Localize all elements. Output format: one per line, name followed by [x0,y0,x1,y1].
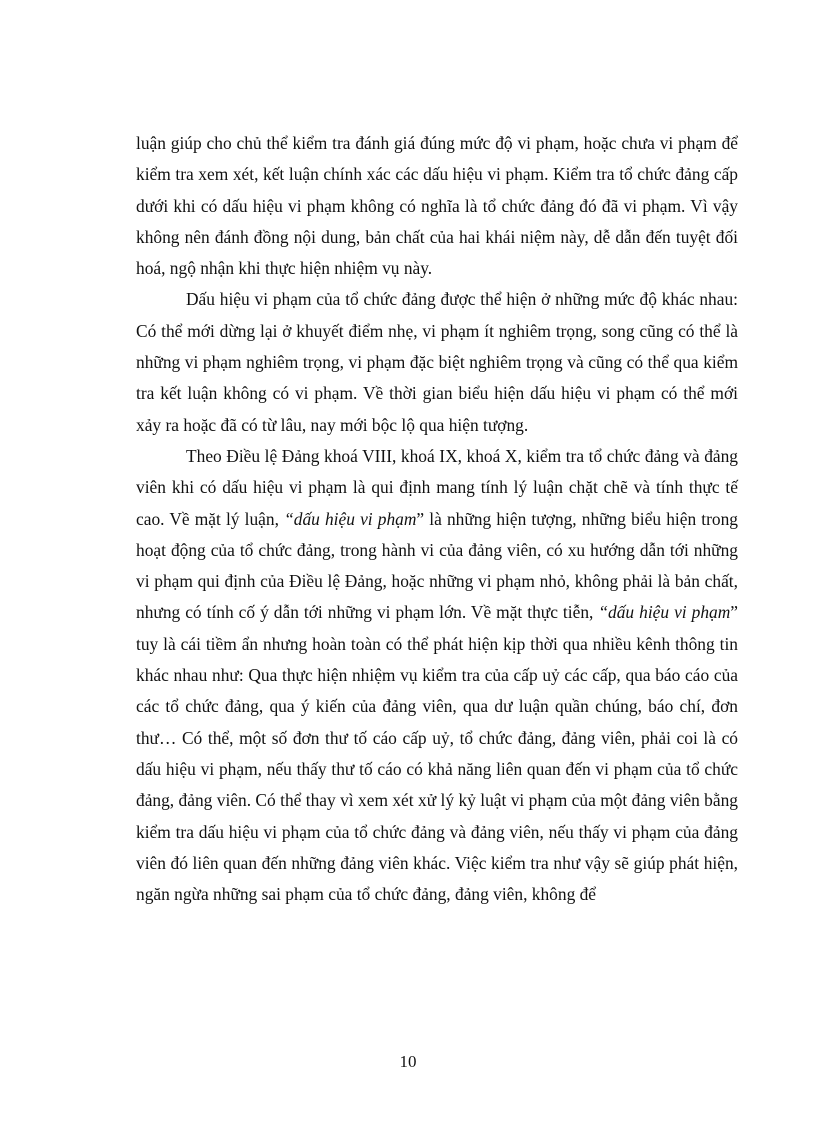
paragraph [136,441,738,910]
text-run: Dấu hiệu vi phạm của tổ chức đảng được thể hiện ở những mức độ khác nhau: Có thể mới dừng lại ở khuyết điểm nhẹ, vi phạm ít nghiêm trọng, song cũng có thể là những vi phạm nghiêm trọng, vi phạm đặc biệt nghiêm trọng và cũng có thể qua kiểm tra kết luận không có vi phạm. Về thời gian biểu hiện dấu hiệu vi phạm có thể mới xảy ra hoặc đã có từ lâu, nay mới bộc lộ qua hiện tượng. [136,289,738,435]
italic-term: “dấu hiệu vi phạm [598,602,731,623]
paragraph [136,284,738,440]
body-text [136,128,738,910]
paragraph [136,128,738,284]
text-run: Theo Điều lệ Đảng khoá VIII, khoá IX, khoá X, kiểm tra tổ chức đảng và đảng viên khi có dấu hiệu vi phạm là qui định mang tính lý luận chặt chẽ và tính thực tế cao. Về mặt lý luận, [136,445,738,529]
text-run: ” tuy là cái tiềm ẩn nhưng hoàn toàn có thể phát hiện kịp thời qua nhiều kênh thông tin khác nhau như: Qua thực hiện nhiệm vụ kiểm tra của cấp uỷ các cấp, qua báo cáo của các tổ chức đảng, qua ý kiến của đảng viên, qua dư luận quần chúng, báo chí, đơn thư… Có thể, một số đơn thư tố cáo cấp uỷ, tổ chức đảng, đảng viên, phải coi là có dấu hiệu vi phạm, nếu thấy thư tố cáo có khả năng liên quan đến vi phạm của tổ chức đảng, đảng viên. Có thể thay vì xem xét xử lý kỷ luật vi phạm của một đảng viên bằng kiểm tra dấu hiệu vi phạm của tổ chức đảng và đảng viên, nếu thấy vi phạm của đảng viên đó liên quan đến những đảng viên khác. Việc kiểm tra như vậy sẽ giúp phát hiện, ngăn ngừa những sai phạm của tổ chức đảng, đảng viên, không để [136,602,739,905]
italic-term: “dấu hiệu vi phạm [284,508,417,529]
page-number: 10 [399,1052,417,1071]
text-run: ” là những hiện tượng, những biểu hiện trong hoạt động của tổ chức đảng, trong hành vi của đảng viên, có xu hướng dẫn tới những vi phạm qui định của Điều lệ Đảng, hoặc những vi phạm nhỏ, không phải là bản chất, nhưng có tính cố ý dẫn tới những vi phạm lớn. Về mặt thực tiễn, [136,508,739,623]
text-run: luận giúp cho chủ thể kiểm tra đánh giá đúng mức độ vi phạm, hoặc chưa vi phạm để kiểm tra xem xét, kết luận chính xác các dấu hiệu vi phạm. Kiểm tra tổ chức đảng cấp dưới khi có dấu hiệu vi phạm không có nghĩa là tổ chức đảng đó đã vi phạm. Vì vậy không nên đánh đồng nội dung, bản chất của hai khái niệm này, dễ dẫn đến tuyệt đối hoá, ngộ nhận khi thực hiện nhiệm vụ này. [136,133,738,279]
